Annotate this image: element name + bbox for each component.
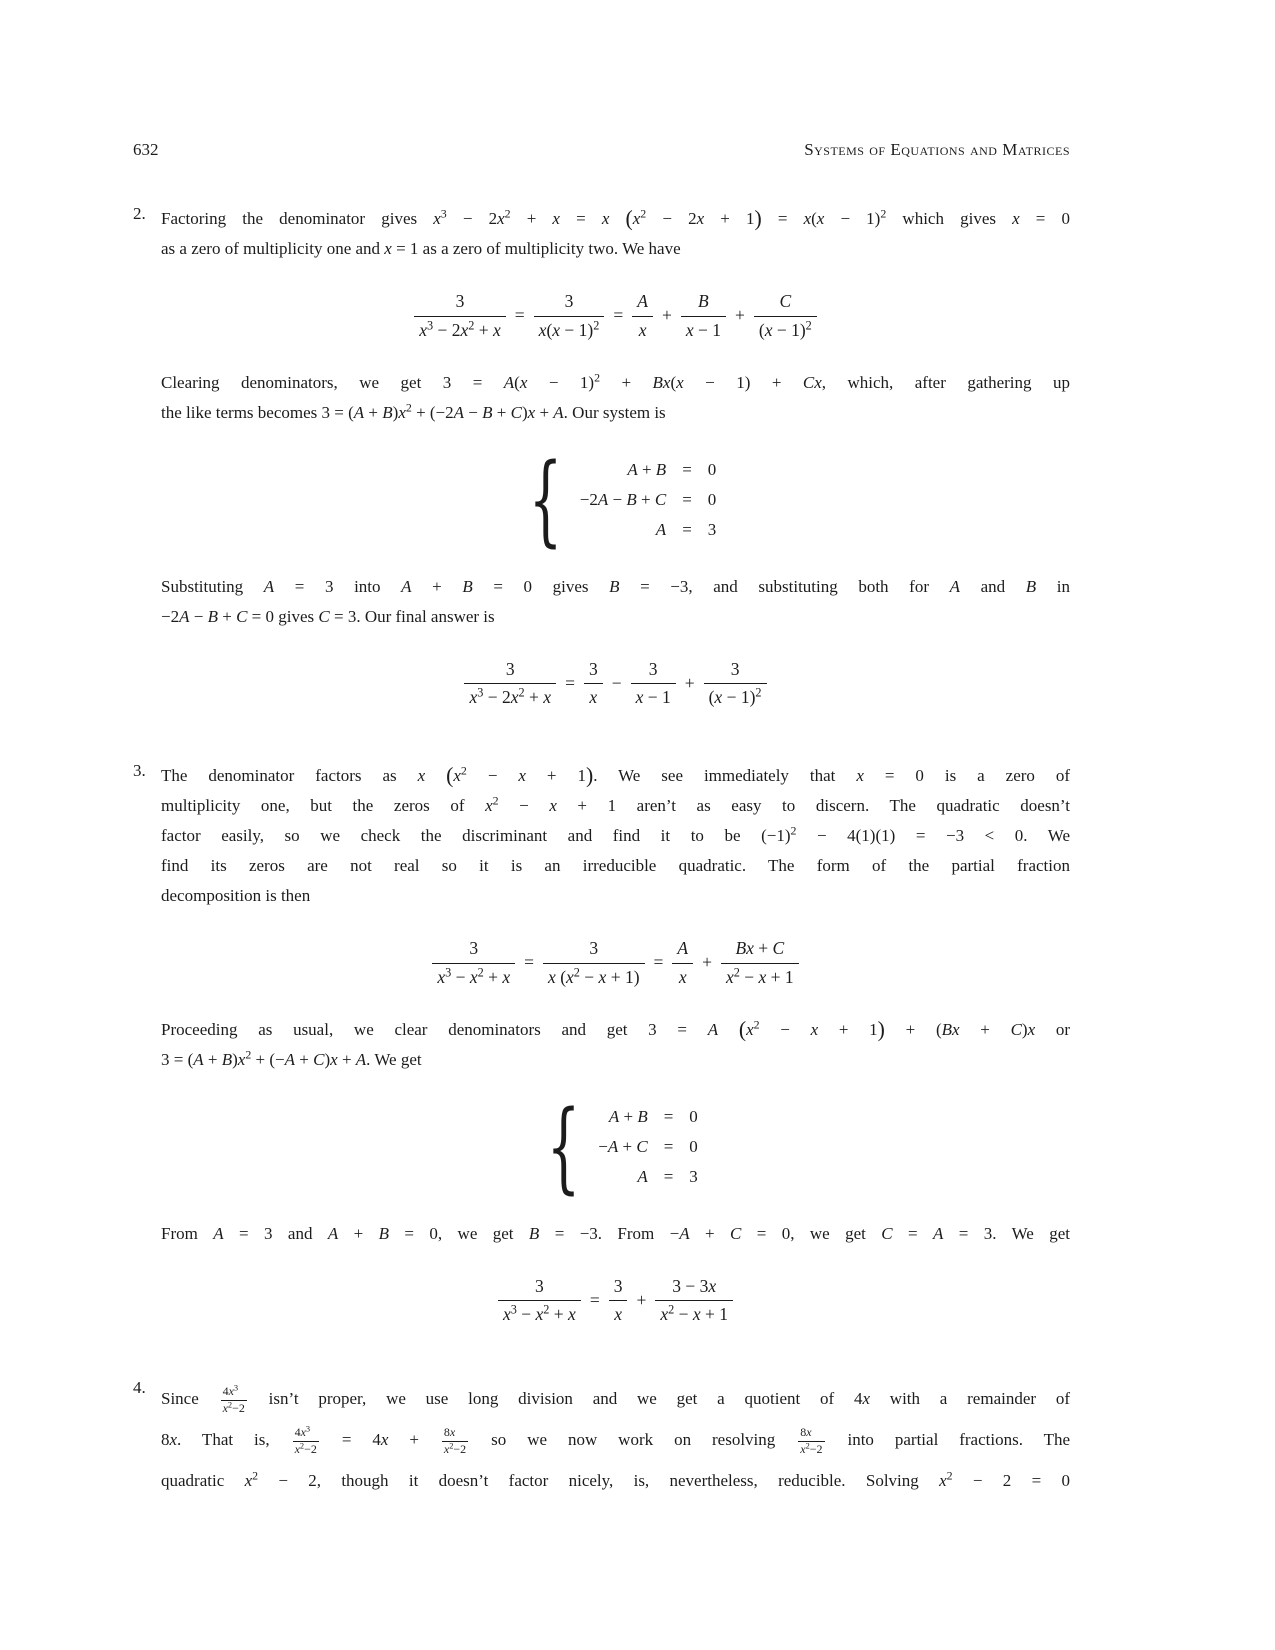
paragraph xyxy=(161,204,1070,264)
fraction xyxy=(498,1275,581,1327)
equation-pfd-form-3 xyxy=(161,937,1070,989)
equation-lhs: A xyxy=(655,519,667,539)
inline-fraction: $\frac{8x}{x^2-2}$ xyxy=(800,1425,823,1456)
operator: + xyxy=(684,672,695,693)
fraction xyxy=(432,937,515,989)
denominator: $(x - 1)^2$ xyxy=(704,683,767,709)
denominator: x $(x^2 - x + 1)$ xyxy=(543,963,645,989)
equation-lhs: A xyxy=(637,1166,648,1186)
fraction xyxy=(464,658,556,710)
fraction xyxy=(543,937,645,989)
fraction xyxy=(609,1275,628,1327)
equation-pfd-form-2 xyxy=(161,290,1070,342)
denominator: $x^3 - 2x^2 + x$ xyxy=(464,683,556,709)
equation-rhs: 3 xyxy=(707,519,717,539)
fraction xyxy=(655,1275,733,1327)
equation-final-answer-2 xyxy=(161,658,1070,710)
numerator: 3 − 3x xyxy=(672,1275,717,1296)
text-line: Clearing denominators, we get $3 = A(x - 1)^2 + Bx(x - 1) + Cx$, which, after gathering up xyxy=(161,369,1070,392)
denominator: $x^2 - x + 1$ xyxy=(721,963,799,989)
numerator: A xyxy=(637,291,648,311)
text-line: find its zeros are not real so it is an irreducible quadratic. The form of the partial fraction xyxy=(161,856,1070,875)
equation-rhs: 0 xyxy=(689,1136,698,1156)
operator: + xyxy=(702,952,712,973)
fraction xyxy=(681,290,726,342)
page-header xyxy=(133,140,1070,160)
problem-item-2 xyxy=(133,204,1070,735)
denominator: $x^3 - x^2 + x$ xyxy=(498,1300,581,1326)
item-number: 3. xyxy=(133,761,146,780)
denominator: x xyxy=(632,316,653,342)
operator: = xyxy=(524,952,535,973)
operator: = xyxy=(565,672,575,693)
equals-sign: = xyxy=(682,519,692,539)
fraction xyxy=(754,290,817,342)
numerator: 3 xyxy=(535,1275,544,1296)
text-line: From A = 3 and A + B = 0, we get B = −3. From −A + C = 0, we get C = A = 3. We get xyxy=(161,1223,1071,1243)
running-title: Systems of Equations and Matrices xyxy=(804,140,1070,159)
left-brace: { xyxy=(546,1089,581,1204)
denominator: x − 1 xyxy=(681,316,726,342)
item-body xyxy=(161,1378,1070,1501)
equation-rhs: 0 xyxy=(707,489,717,509)
operator: = xyxy=(589,1289,600,1310)
fraction xyxy=(631,658,676,710)
numerator: 3 xyxy=(564,291,574,311)
equation-final-answer-3 xyxy=(161,1275,1070,1327)
denominator: x xyxy=(609,1300,628,1326)
numerator: 3 xyxy=(505,658,515,679)
solutions-content xyxy=(133,204,1070,1501)
inline-fraction: $\frac{4x^3}{x^2-2}$ xyxy=(294,1424,317,1456)
equation-lhs: −2A − B + C xyxy=(579,489,667,509)
equals-sign: = xyxy=(682,489,692,509)
equals-sign: = xyxy=(663,1106,674,1126)
text-line: as a zero of multiplicity one and x = 1 as a zero of multiplicity two. We have xyxy=(161,239,681,258)
denominator: $x^2 - x + 1$ xyxy=(655,1300,733,1326)
fraction xyxy=(632,290,653,342)
numerator: B xyxy=(698,291,709,311)
item-body xyxy=(161,761,1070,1352)
numerator: 3 xyxy=(613,1275,623,1296)
denominator: $x^3 - x^2 + x$ xyxy=(432,963,515,989)
paragraph xyxy=(161,1378,1070,1501)
operator: = xyxy=(653,952,664,973)
text-line: Factoring the denominator gives $x^3 - 2x^2 + x = x$ $(x^2 - 2x + 1) = x(x - 1)^2$ which gives x = 0 xyxy=(161,206,1070,231)
inline-fraction: $\frac{8x}{x^2-2}$ xyxy=(443,1425,467,1456)
text-line: multiplicity one, but the zeros of $x^2 - x + 1$ aren’t as easy to discern. The quadratic doesn’t xyxy=(161,793,1071,815)
equals-sign: = xyxy=(682,459,692,479)
page-number: 632 xyxy=(133,140,159,159)
operator: − xyxy=(611,672,622,693)
text-line: −2A − B + C = 0 gives C = 3. Our final answer is xyxy=(161,606,495,626)
operator: + xyxy=(734,305,745,326)
text-line: 8x. That is, $\frac{4x^3}{x^2-2}$ = 4x + $\frac{8x}{x^2-2}$ so we now work on resolving $\frac{8x}{x^2-2}$ into partial fractions. The xyxy=(161,1424,1071,1456)
inline-fraction: $\frac{4x^3}{x^2-2}$ xyxy=(222,1383,245,1415)
numerator: 3 xyxy=(588,658,598,679)
numerator: A xyxy=(677,938,689,958)
numerator: C xyxy=(779,291,792,311)
fraction xyxy=(414,290,506,342)
paragraph xyxy=(161,761,1070,911)
paragraph xyxy=(161,368,1070,428)
equation-rhs: 3 xyxy=(689,1166,698,1186)
equation-lhs: A + B xyxy=(627,459,667,479)
numerator: 3 xyxy=(730,658,740,679)
operator: = xyxy=(613,305,624,326)
problem-item-4 xyxy=(133,1378,1070,1501)
denominator: x xyxy=(672,963,693,989)
fraction xyxy=(672,937,693,989)
numerator: 3 xyxy=(648,658,658,679)
operator: + xyxy=(636,1289,647,1310)
text-line: factor easily, so we check the discriminant and find it to be $(-1)^2 - 4(1)(1) = -3 < 0$. We xyxy=(161,823,1070,845)
text-line: Substituting A = 3 into A + B = 0 gives B = −3, and substituting both for A and B in xyxy=(161,576,1070,596)
left-brace: { xyxy=(528,442,563,557)
paragraph xyxy=(161,572,1070,632)
numerator: Bx + C xyxy=(735,938,785,958)
fraction xyxy=(721,937,799,989)
denominator: x xyxy=(584,683,603,709)
numerator: 3 xyxy=(469,938,479,958)
equals-sign: = xyxy=(663,1136,674,1156)
text-line: $3 = (A + B)x^2 + (-A + C)x + A$. We get xyxy=(161,1046,422,1069)
equation-rhs: 0 xyxy=(689,1106,698,1126)
operator: = xyxy=(514,305,525,326)
paragraph xyxy=(161,1219,1070,1249)
denominator: $x(x - 1)^2$ xyxy=(534,316,605,342)
problem-item-3 xyxy=(133,761,1070,1352)
text-line: quadratic $x^2 - 2$, though it doesn’t factor nicely, is, nevertheless, reducible. Solving $x^2 - 2 = 0$ xyxy=(161,1468,1070,1490)
equation-lhs: A + B xyxy=(608,1106,648,1126)
denominator: $(x - 1)^2$ xyxy=(754,316,817,342)
equation-system-2 xyxy=(161,442,1070,557)
text-line: the like terms becomes $3 = (A + B)x^2 + (-2A - B + C)x + A$. Our system is xyxy=(161,399,666,422)
fraction xyxy=(534,290,605,342)
text-line: Proceeding as usual, we clear denominators and get 3 = A $(x^2 - x + 1) + (Bx + C)x$ or xyxy=(161,1016,1071,1042)
denominator: $x^3 - 2x^2 + x$ xyxy=(414,316,506,342)
text-line: decomposition is then xyxy=(161,886,311,905)
operator: + xyxy=(661,305,672,326)
equation-system-3 xyxy=(161,1089,1070,1204)
paragraph xyxy=(161,1015,1070,1075)
equation-rhs: 0 xyxy=(707,459,717,479)
system-rows xyxy=(598,1102,698,1192)
item-number: 4. xyxy=(133,1378,146,1397)
equation-lhs: −A + C xyxy=(598,1136,648,1156)
denominator: x − 1 xyxy=(631,683,676,709)
numerator: 3 xyxy=(589,938,599,958)
fraction xyxy=(704,658,767,710)
equals-sign: = xyxy=(663,1166,674,1186)
system-rows xyxy=(580,455,717,545)
item-number: 2. xyxy=(133,204,146,223)
fraction xyxy=(584,658,603,710)
text-line: The denominator factors as x $(x^2 - x + 1)$. We see immediately that x = 0 is a zero of xyxy=(161,763,1071,788)
numerator: 3 xyxy=(455,291,465,311)
item-body xyxy=(161,204,1070,735)
text-line: Since $\frac{4x^3}{x^2-2}$ isn’t proper, we use long division and we get a quotient of 4x with a remainder of xyxy=(161,1383,1070,1415)
